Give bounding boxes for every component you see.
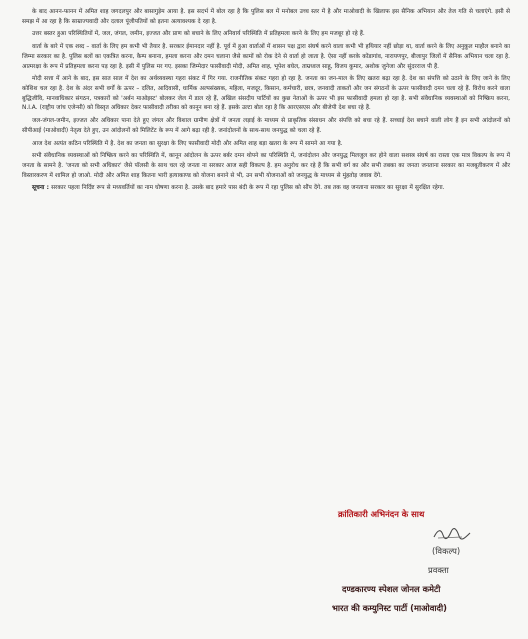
paragraph-7: सभी संवैधानिक व्यवस्थाओं को निष्क्रिय करने का परिस्थिति में, कानून आंदोलन के ऊपर बर्बर दमन थोपने का परिस्थिति में, जनांदोलन और जनयुद्ध मिलजुल कर होने वाला सशस्त्र संघर्ष का रास्ता एक मात्र विकल्प के रूप में जनता के सामने है. 'जनता को सभी अधिकार' जैसे पॉलसी के साथ चल रहे जनता ना सरकार आज सही विकल्प है. हम अनुरोध कर रहे हैं कि सभी वर्ग का और सभी तबका का जनता जनताना सरकार का मजबूतीकरण में और विस्तारकरण में शामिल हो जाओ. मोदी और अमित शाह कितना भारी हत्याकाण्ड को योजना बनाने से भी, उन सभी योजनाओं को जनयुद्ध के माध्यम से मुंहतोड़ जवाब देंगे. xyxy=(22,153,510,179)
closing-greeting: क्रांतिकारी अभिनंदन के साथ xyxy=(338,509,425,519)
note-paragraph xyxy=(22,184,510,194)
paragraph-4: मोदी सत्ता में आने के बाद, इस सात साल में देश का अर्थव्यवस्था गहरा संकट में गिर गया. राजनीतिक संकट गहरा हो रहा है. जनता का जन-माल के लिए खतरा बढ़ा रहा है. देश का संपत्ति को उठाने के लिए जाने के लिए कोशिश चल रहा है. देश के अंदर सभी वर्गों के ऊपर – दलित, आदिवासी, धार्मिक अल्पसंख्यक, महिला, मजदूर, किसान, कर्मचारी, छात्र, जनवादी ताकतों और जन संगठनों के ऊपर फासीवादी दमन चला रहे हैं. विरोध करने वाला बुद्धिजीवि, मानवाधिकार संगठन, पत्रकारों को 'अर्बन माओइस्ट' बोलकर जेल में डाल रहे हैं, अखिल संसदीय पार्टियों का कुछ नेताओं के ऊपर भी इस फासीवादी हमला हो रहा है. सभी संवैधानिक व्यवस्थाओं को निष्क्रिय करना, N.I.A. (राष्ट्रीय जांच एजेन्सी) को विस्तृत अधिकार देकर फासीवादी तरीका को कानून बना रहे हैं. इसके उल्टा बोल रहा है कि आरएसएस और बीजेपी देश बचा रहे हैं. xyxy=(22,76,510,112)
signature-block xyxy=(332,505,504,618)
paragraph-2: उत्तर बस्तर हुआ परिस्थितियों में, जल, जंगल, जमीन, इज्जत और प्राण को बचाने के लिए अनिवार्य परिस्थिति में प्रतिहमला करने के लिए हम मजबूर हो रहे हैं. xyxy=(32,31,365,38)
spokesperson-name: (विकल्प) xyxy=(432,546,461,556)
spokesperson-role: प्रवक्ता xyxy=(428,565,449,575)
paragraph-6: आज देश अत्यंत कठिन परिस्थिति में है. देश का जनता का सुरक्षा के लिए फासीवादी मोदी और अमित शाह बड़ा खतरा के रूप में सामने आ गया है. xyxy=(32,140,343,147)
note-label: सूचना : xyxy=(32,185,49,192)
committee-name: दण्डकारण्य स्पेशल जोनल कमेटी xyxy=(342,584,441,594)
paragraph-3: वार्ता के बारे में एक शब्द – वार्ता के लिए हम कभी भी तैयार है. सरकार ईमानदार नहीं है. पूर्व में हुआ वार्ताओं में शासन पक्ष द्वारा संघर्ष करने वाला कभी भी हथियार नहीं छोड़ा था, वार्ता करने के लिए अनुकूल माहौल बनाने का जिम्मा सरकार का है. पुलिस बलों का एकत्रित करना, कैम्प बनाना, हमला करना और दमन चलाना जैसे कामों को रोक देने से वार्ता हो जाता है. ऐसा नहीं करके कोंडागांव, नारायणपुर, बीजापुर जिलों में सैनिक अभियान चला रहा है. आत्मरक्षा के रूप में प्रतिहमला करना पड़ रहा है. इसी में पुलिस मर गए. इसका जिम्मेदार फासीवादी मोदी, अमित शाह, भूपेश बघेल, ताम्रध्वज साहू, विजय कुमार, अशोक जुनेजा और सुंदरराज पी हैं. xyxy=(22,44,510,70)
paragraph-1: के बाद आनन-फानन में अमित शाह जगदलपुर और बासागुड़ेम आया है. इस सदर्भ में बोल रहा है कि पुलिस बल में मनोबल उच्च स्तर में है और माओवादी के खिलाफ इस सैनिक अभियान और तेज गति से चलाएंगे. इसी से समझ में आ रहा है कि साम्राज्यवादी और दलाल पूंजीपतियों को इतना अत्यावश्यक दे रहा है. xyxy=(22,9,510,25)
party-name: भारत की कम्युनिस्ट पार्टी (माओवादी) xyxy=(332,603,447,613)
paragraph-5: जल-जंगल-जमीन, इज्जत और अधिकार पाना देते हुए जंगल और विशाल ग्रामीण क्षेत्रों में जनता लड़ाई के माध्यम से प्राकृतिक संसाधन और संपत्ति को बचा रहे हैं. सच्चाई देश बचाने वाली लोग हैं इन सभी आंदोलनों को सीपीआई (माओवादी) नेतृत्व देते हुए, उन आंदोलनों को मिलिटेंट के रूप में आगे बढ़ा रही है. जनांदोलनों के साथ-साथ जनयुद्ध को चला रहे हैं. xyxy=(22,118,510,134)
handwritten-signature xyxy=(332,524,504,542)
signature-scribble-icon xyxy=(432,527,472,541)
note-text: सरकार पहला निर्दिष्ट रूप से मध्यवर्तियों का नाम घोषणा करना है. उसके बाद हमारे पास बंदी के रूप में रहा पुलिस को सौंप देंगे. तब तक वह जनताना सरकार का सुरक्षा में सुरक्षित रहेगा. xyxy=(51,185,445,192)
